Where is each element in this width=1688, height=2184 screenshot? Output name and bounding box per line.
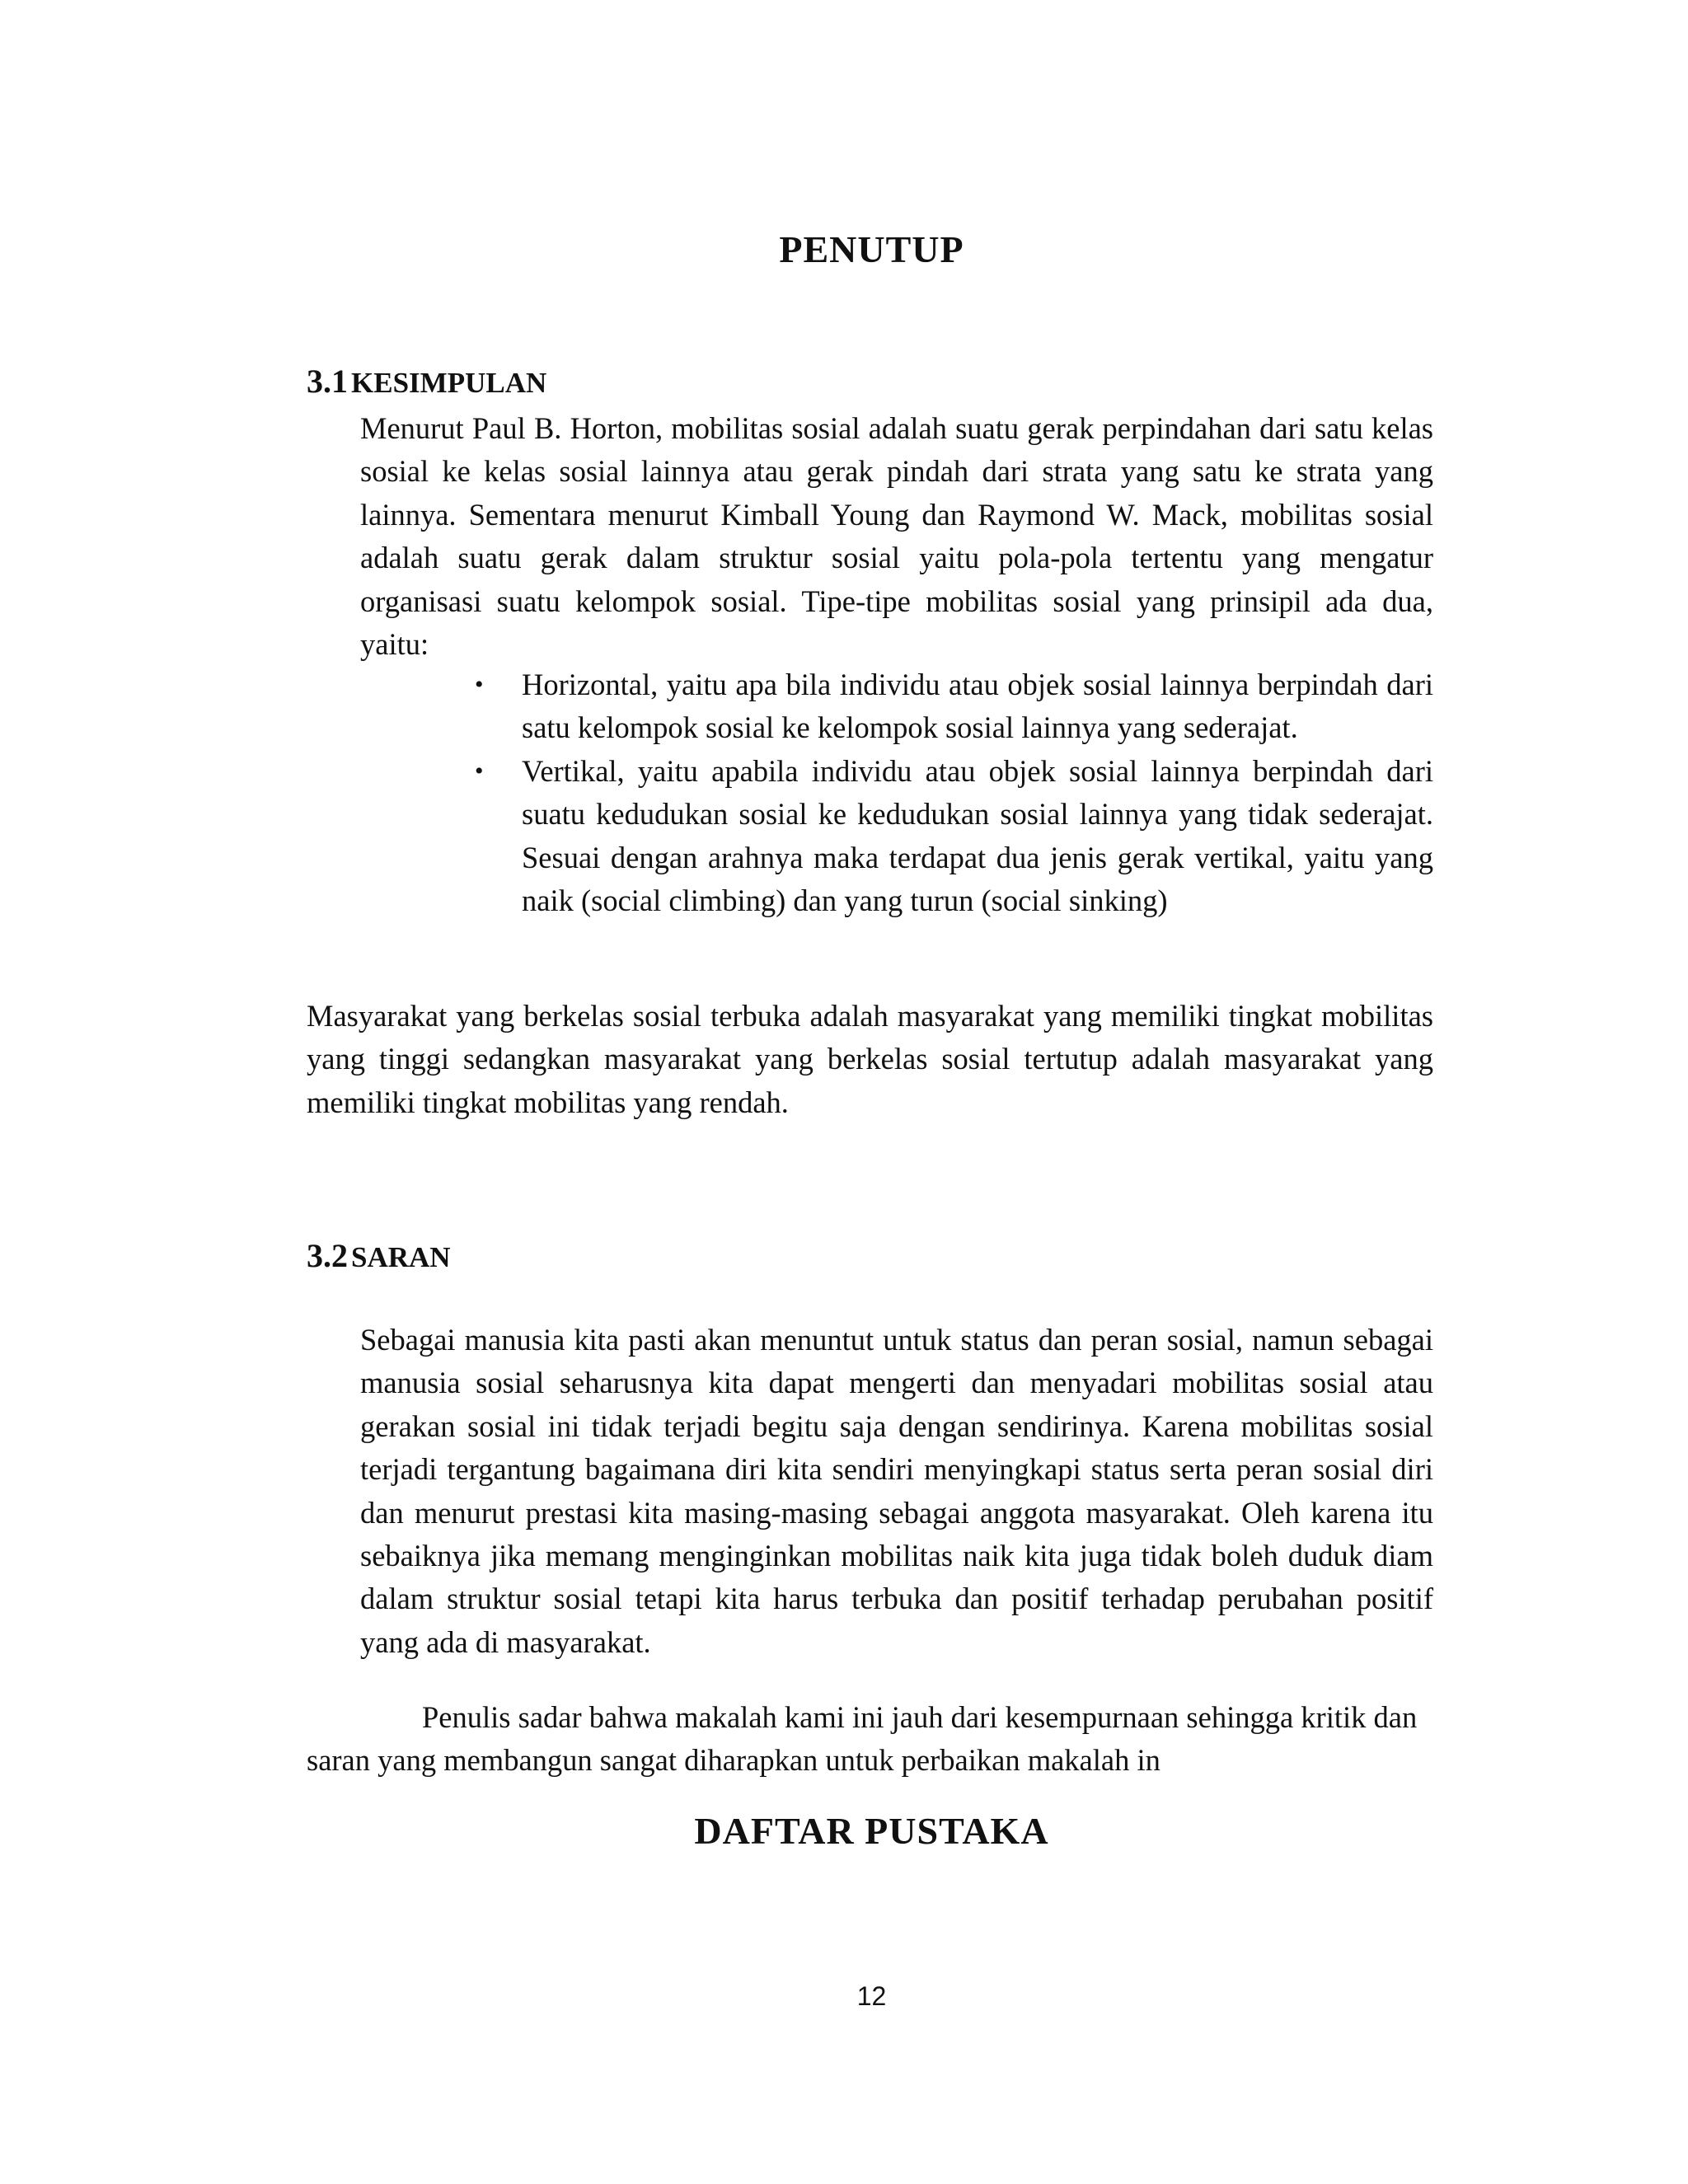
bullet-icon: • <box>475 757 484 785</box>
saran-paragraph: Sebagai manusia kita pasti akan menuntut untuk status dan peran sosial, namun sebagai manusia sosial seharusnya kita dapat mengerti dan menyadari mobilitas sosial atau gerakan sosial ini tidak terjadi begitu saja dengan sendirinya. Karena mobilitas sosial terjadi tergantung bagaimana diri kita sendiri menyingkapi status serta peran sosial diri dan menurut prestasi kita masing-masing sebagai anggota masyarakat. Oleh karena itu sebaiknya jika memang menginginkan mobilitas naik kita juga tidak boleh duduk diam dalam struktur sosial tetapi kita harus terbuka dan positif terhadap perubahan positif yang ada di masyarakat. <box>360 1323 1433 1659</box>
list-item-text: Vertikal, yaitu apabila individu atau objek sosial lainnya berpindah dari suatu kedudukan sosial ke kedudukan sosial lainnya yang tidak sederajat. Sesuai dengan arahnya maka terdapat dua jenis gerak vertikal, yaitu yang naik (social climbing) dan yang turun (social sinking) <box>522 753 1433 918</box>
section-number: 3.2 <box>307 1237 348 1274</box>
kesimpulan-paragraph: Menurut Paul B. Horton, mobilitas sosial adalah suatu gerak perpindahan dari satu kelas sosial ke kelas sosial lainnya atau gerak pindah dari strata yang satu ke strata yang lainnya. Sementara menurut Kimball Young dan Raymond W. Mack, mobilitas sosial adalah suatu gerak dalam struktur sosial yaitu pola-pola tertentu yang mengatur organisasi suatu kelompok sosial. Tipe-tipe mobilitas sosial yang prinsipil ada dua, yaitu: <box>360 411 1433 662</box>
mobility-types-list <box>468 663 1433 922</box>
section-number: 3.1 <box>307 363 348 400</box>
section-heading-saran <box>307 1236 451 1275</box>
references-title: DAFTAR PUSTAKA <box>694 1810 1049 1852</box>
bullet-icon: • <box>475 671 484 698</box>
saran-closing-paragraph: Penulis sadar bahwa makalah kami ini jauh dari kesempurnaan sehingga kritik dan saran yang membangun sangat diharapkan untuk perbaikan makalah in <box>307 1700 1418 1778</box>
list-item <box>468 750 1433 923</box>
page-number: 12 <box>856 1981 887 2011</box>
page-title: PENUTUP <box>779 228 964 270</box>
section-heading-text: KESIMPULAN <box>351 367 547 399</box>
list-item-text: Horizontal, yaitu apa bila individu atau objek sosial lainnya berpindah dari satu kelompok sosial ke kelompok sosial lainnya yang sederajat. <box>522 668 1433 745</box>
section-heading-kesimpulan <box>307 362 546 401</box>
kesimpulan-closing-paragraph: Masyarakat yang berkelas sosial terbuka adalah masyarakat yang memiliki tingkat mobilitas yang tinggi sedangkan masyarakat yang berkelas sosial tertutup adalah masyarakat yang memiliki tingkat mobilitas yang rendah. <box>307 999 1433 1119</box>
list-item <box>468 663 1433 750</box>
section-heading-text: SARAN <box>351 1241 451 1273</box>
